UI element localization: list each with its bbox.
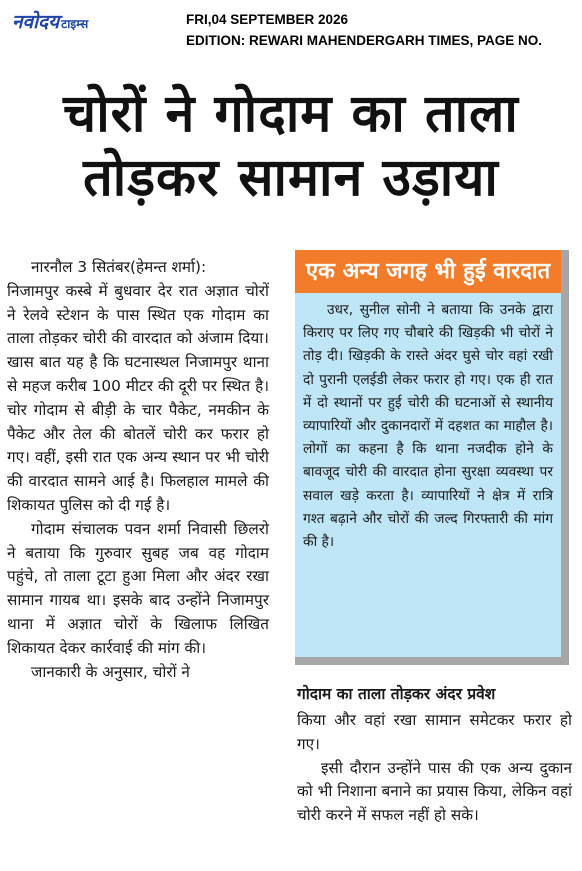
paragraph-5: इसी दौरान उन्होंने पास की एक अन्य दुकान को भी निशाना बनाने का प्रयास किया, लेकिन वहां चोरी करने में सफल नहीं हो सके। xyxy=(297,758,572,825)
subheading: गोदाम का ताला तोड़कर अंदर प्रवेश xyxy=(297,685,496,703)
newspaper-logo xyxy=(12,8,88,34)
masthead xyxy=(0,0,582,54)
article-right-column xyxy=(297,709,572,828)
sidebar-box xyxy=(295,250,569,665)
paragraph-1: निजामपुर कस्बे में बुधवार देर रात अज्ञात चोरों ने रेलवे स्टेशन के पास स्थित एक गोदाम का ताला तोड़कर चोरी की वारदात को अंजाम दिया। खास बात यह है कि घटनास्थल निजामपुर थाना से महज करीब 100 मीटर की दूरी पर स्थित है।चोर गोदाम से बीड़ी के चार पैकेट, नमकीन के पैकेट और तेल की बोतलें चोरी कर फरार हो गए। वहीं, इसी रात एक अन्य स्थान पर भी चोरी की वारदात सामने आई है। फिलहाल मामले की शिकायत पुलिस को दी गई है। xyxy=(7,281,269,514)
edition-line: EDITION: REWARI MAHENDERGARH TIMES, PAGE NO. xyxy=(186,33,543,48)
date-line: FRI,04 SEPTEMBER 2026 xyxy=(186,12,349,27)
paragraph-3: जानकारी के अनुसार, चोरों ने xyxy=(31,662,190,681)
headline xyxy=(0,82,582,210)
logo-sub: टाइम्स xyxy=(61,17,89,31)
logo-main: नवोदय xyxy=(12,11,60,33)
headline-line-2: तोड़कर सामान उड़ाया xyxy=(83,148,499,208)
box-body: उधर, सुनील सोनी ने बताया कि उनके द्वारा किराए पर लिए गए चौबारे की खिड़की भी चोरों ने तोड़ दी। खिड़की के रास्ते अंदर घुसे चोर वहां रखी दो पुरानी एलईडी लेकर फरार हो गए। एक ही रात में दो स्थानों पर हुई चोरी की घटनाओं से स्थानीय व्यापारियों और दुकानदारों में दहशत का माहौल है। लोगों का कहना है कि थाना नजदीक होने के बावजूद चोरी की वारदात होना सुरक्षा व्यवस्था पर सवाल खड़े करता है। व्यापारियों ने क्षेत्र में रात्रि गश्त बढ़ाने और चोरों की जल्द गिरफ्तारी की मांग की है। xyxy=(303,302,553,551)
box-heading: एक अन्य जगह भी हुई वारदात xyxy=(295,250,561,293)
paragraph-4: किया और वहां रखा सामान समेटकर फरार हो गए। xyxy=(297,711,572,753)
headline-line-1: चोरों ने गोदाम का ताला xyxy=(63,84,519,144)
paragraph-2: गोदाम संचालक पवन शर्मा निवासी छिलरो ने बताया कि गुरुवार सुबह जब वह गोदाम पहुंचे, तो ताला टूटा हुआ मिला और अंदर रखा सामान गायब था। इसके बाद उन्होंने निजामपुर थाना में अज्ञात चोरों के खिलाफ लिखित शिकायत देकर कार्रवाई की मांग की। xyxy=(7,519,269,657)
edition-info xyxy=(186,9,542,51)
article-left-column xyxy=(7,256,269,684)
byline: नारनौल 3 सितंबर(हेमन्त शर्मा): xyxy=(31,258,207,276)
